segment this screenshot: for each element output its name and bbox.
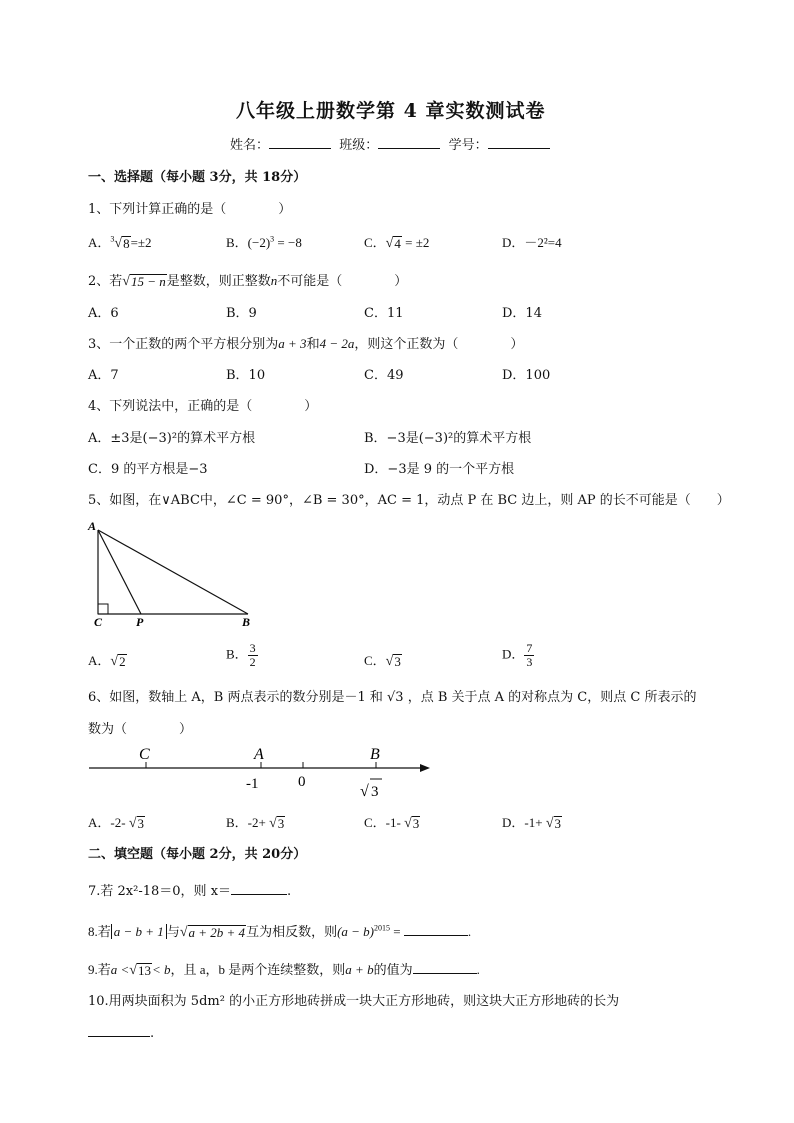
class-label: 班级： — [339, 138, 379, 153]
q3-expr1: a + 3 — [278, 336, 307, 351]
axis-arrow — [420, 764, 430, 772]
q2-option-a[interactable]: A．6 — [88, 306, 119, 321]
q5-d-den: 3 — [526, 655, 533, 670]
q9-expr: a + b — [345, 962, 374, 977]
q9-tail: 的值为 — [373, 962, 413, 977]
question-1-stem: 1、下列计算正确的是（ ） — [88, 202, 292, 217]
class-blank[interactable] — [378, 134, 440, 149]
q2-tail: 不可能是（ ） — [277, 274, 408, 289]
section-heading-choice: 一、选择题（每小题 3分，共 18分） — [88, 170, 307, 185]
value-label-minus1: -1 — [246, 776, 259, 792]
q3-option-a[interactable]: A．7 — [88, 368, 119, 383]
q2-radicand: 15 − n — [130, 274, 166, 290]
q7-post: . — [287, 884, 292, 899]
q6-a-pre: -2- — [110, 815, 129, 830]
q9-post: ，且 a，b 是两个连续整数，则 — [170, 962, 346, 977]
name-blank[interactable] — [269, 134, 331, 149]
q4-option-c[interactable]: C．9 的平方根是−3 — [88, 462, 208, 477]
q6-a-label: A． — [88, 815, 111, 830]
q6-c-label: C． — [364, 815, 386, 830]
q2-option-c[interactable]: C．11 — [364, 306, 404, 321]
q6-option-d[interactable]: D．-1+ √ 3 — [502, 815, 561, 832]
q1-a-tail: =±2 — [130, 235, 152, 250]
q1-c-label: C． — [364, 235, 386, 250]
q9-answer-blank[interactable] — [413, 959, 477, 974]
question-7 — [88, 880, 291, 899]
q6-d-pre: -1+ — [524, 815, 546, 830]
q6-b-radicand: 3 — [277, 816, 285, 832]
q2-var: n — [270, 273, 278, 288]
q6-option-c[interactable]: C．-1- √ 3 — [364, 815, 420, 832]
point-label-c: C — [139, 746, 150, 763]
id-label: 学号： — [448, 138, 488, 153]
q8-end: . — [467, 924, 472, 939]
q4-option-a[interactable]: A．±3是(−3)²的算术平方根 — [88, 431, 256, 446]
q2-pre: 2、若 — [88, 274, 123, 289]
q6-d-label: D． — [502, 815, 525, 830]
question-9: 9.若a < √ 13 < b，且 a，b 是两个连续整数，则a + b的值为 . — [88, 959, 480, 978]
question-4-stem: 4、下列说法中，正确的是（ ） — [88, 399, 318, 414]
q2-post: 是整数，则正整数 — [166, 274, 271, 289]
q3-option-d[interactable]: D．100 — [502, 368, 551, 383]
q5-triangle-figure — [86, 518, 266, 630]
name-label: 姓名： — [230, 138, 270, 153]
label-p: P — [136, 615, 144, 629]
q4-option-b[interactable]: B．−3是(−3)²的算术平方根 — [364, 431, 532, 446]
q5-b-num: 3 — [249, 641, 256, 655]
q1-option-d[interactable] — [502, 232, 562, 251]
sqrt-symbol: √ — [360, 783, 369, 800]
section-heading-fill: 二、填空题（每小题 2分，共 20分） — [88, 847, 307, 862]
q9-radicand: 13 — [137, 963, 151, 979]
q3-pre: 3、一个正数的两个平方根分别为 — [88, 337, 279, 352]
value-label-sqrt3: 3 — [371, 784, 379, 800]
q5-option-c[interactable]: C． √ 3 — [364, 653, 401, 670]
question-5-stem: 5、如图，在∨ABC中，∠C = 90°，∠B = 30°，AC = 1，动点 P 在 BC 边上，则 AP 的长不可能是（ ） — [88, 493, 730, 508]
q5-c-radicand: 3 — [394, 654, 401, 670]
q8-pre: 8.若 — [88, 924, 111, 939]
label-c: C — [94, 615, 103, 629]
q2-option-d[interactable]: D．14 — [502, 306, 542, 321]
q9-pre: 9.若 — [88, 962, 111, 977]
q6-c-pre: -1- — [385, 815, 405, 830]
q8-radicand: a + 2b + 4 — [188, 925, 246, 941]
q5-d-label: D． — [502, 646, 525, 662]
q1-d-text: －2²=4 — [524, 235, 562, 250]
q7-answer-blank[interactable] — [231, 880, 287, 895]
q3-option-b[interactable]: B．10 — [226, 368, 266, 383]
q8-post: 互为相反数，则 — [246, 924, 338, 939]
q5-b-den: 2 — [249, 655, 256, 670]
q1-c-tail: = ±2 — [401, 235, 430, 250]
question-8: 8.若 a − b + 1 与 √ a + 2b + 4 互为相反数，则$(a - b)^{2015}$ = . — [88, 921, 471, 940]
q8-eq: = — [390, 924, 404, 939]
question-10-line1: 10.用两块面积为 5dm² 的小正方形地砖拼成一块大正方形地砖，则这块大正方形地砖的长为 — [88, 994, 620, 1009]
q8-answer-blank[interactable] — [404, 921, 468, 936]
q1-option-b[interactable]: B．$(-2)^3 = -8$ — [226, 234, 302, 250]
q6-number-line — [86, 740, 436, 800]
label-b: B — [242, 615, 251, 629]
q8-mid: 与 — [166, 924, 180, 939]
q5-option-d[interactable] — [502, 642, 534, 669]
q5-c-label: C． — [364, 653, 386, 668]
question-2-stem: 2、若 √ 15 − n 是整数，则正整数n不可能是（ ） — [88, 273, 408, 290]
q6-b-pre: -2+ — [247, 815, 270, 830]
q1-a-label: A． — [88, 235, 111, 250]
question-10-line2 — [88, 1022, 154, 1041]
q5-d-num: 7 — [526, 641, 533, 655]
q5-option-a[interactable]: A． √ 2 — [88, 653, 126, 670]
q4-option-d[interactable]: D．−3是 9 的一个平方根 — [364, 462, 515, 477]
question-6-stem-line2: 数为（ ） — [88, 722, 193, 737]
q3-post: ，则这个正数为（ ） — [354, 337, 524, 352]
right-angle-mark — [98, 604, 108, 614]
side-ab — [98, 530, 248, 614]
q6-c-radicand: 3 — [412, 816, 420, 832]
question-3-stem — [88, 333, 523, 352]
label-a: A — [88, 519, 97, 533]
q6-d-radicand: 3 — [554, 816, 561, 832]
q8-power-base: (a − b) — [337, 924, 375, 939]
q2-option-b[interactable]: B．9 — [226, 306, 257, 321]
q1-option-c[interactable]: C． √ 4 = ±2 — [364, 235, 430, 252]
point-label-b: B — [370, 746, 380, 763]
q1-d-label: D． — [502, 235, 525, 250]
q8-power-exp: 2015 — [374, 923, 391, 933]
q9-ineq2: < b — [151, 962, 171, 977]
q5-option-b[interactable] — [226, 642, 258, 669]
q6-option-a[interactable]: A．-2- √ 3 — [88, 815, 144, 832]
q9-ineq1: a < — [110, 962, 130, 977]
q3-option-c[interactable]: C．49 — [364, 368, 404, 383]
q1-b-label: B． — [226, 235, 248, 250]
id-blank[interactable] — [488, 134, 550, 149]
question-6-stem-line1: 6、如图，数轴上 A，B 两点表示的数分别是－1 和 √3 ，点 B 关于点 A 的对称点为 C，则点 C 所表示的 — [88, 690, 697, 705]
q3-mid: 和 — [306, 337, 320, 352]
student-info — [230, 134, 550, 153]
page-title: 八年级上册数学第 4 章实数测试卷 — [236, 100, 546, 122]
point-label-a: A — [254, 746, 264, 763]
q5-a-label: A． — [88, 653, 111, 668]
q10-end: . — [150, 1026, 155, 1041]
q8-absolute-value: a − b + 1 — [111, 924, 167, 939]
q9-end: . — [476, 962, 480, 977]
q5-a-radicand: 2 — [119, 654, 126, 670]
q6-option-b[interactable]: B．-2+ √ 3 — [226, 815, 285, 832]
q3-expr2: 4 − 2a — [319, 336, 355, 351]
q7-pre: 7.若 2x²-18＝0，则 x＝ — [88, 884, 232, 899]
q5-b-label: B． — [226, 646, 248, 662]
q10-answer-blank[interactable] — [88, 1022, 150, 1037]
q1-b-tail: = −8 — [274, 235, 302, 250]
value-label-zero: 0 — [298, 774, 306, 790]
q1-option-a[interactable]: A．$^3$ √ 8 =±2 — [88, 234, 152, 252]
q6-b-label: B． — [226, 815, 248, 830]
q6-a-radicand: 3 — [137, 816, 144, 832]
